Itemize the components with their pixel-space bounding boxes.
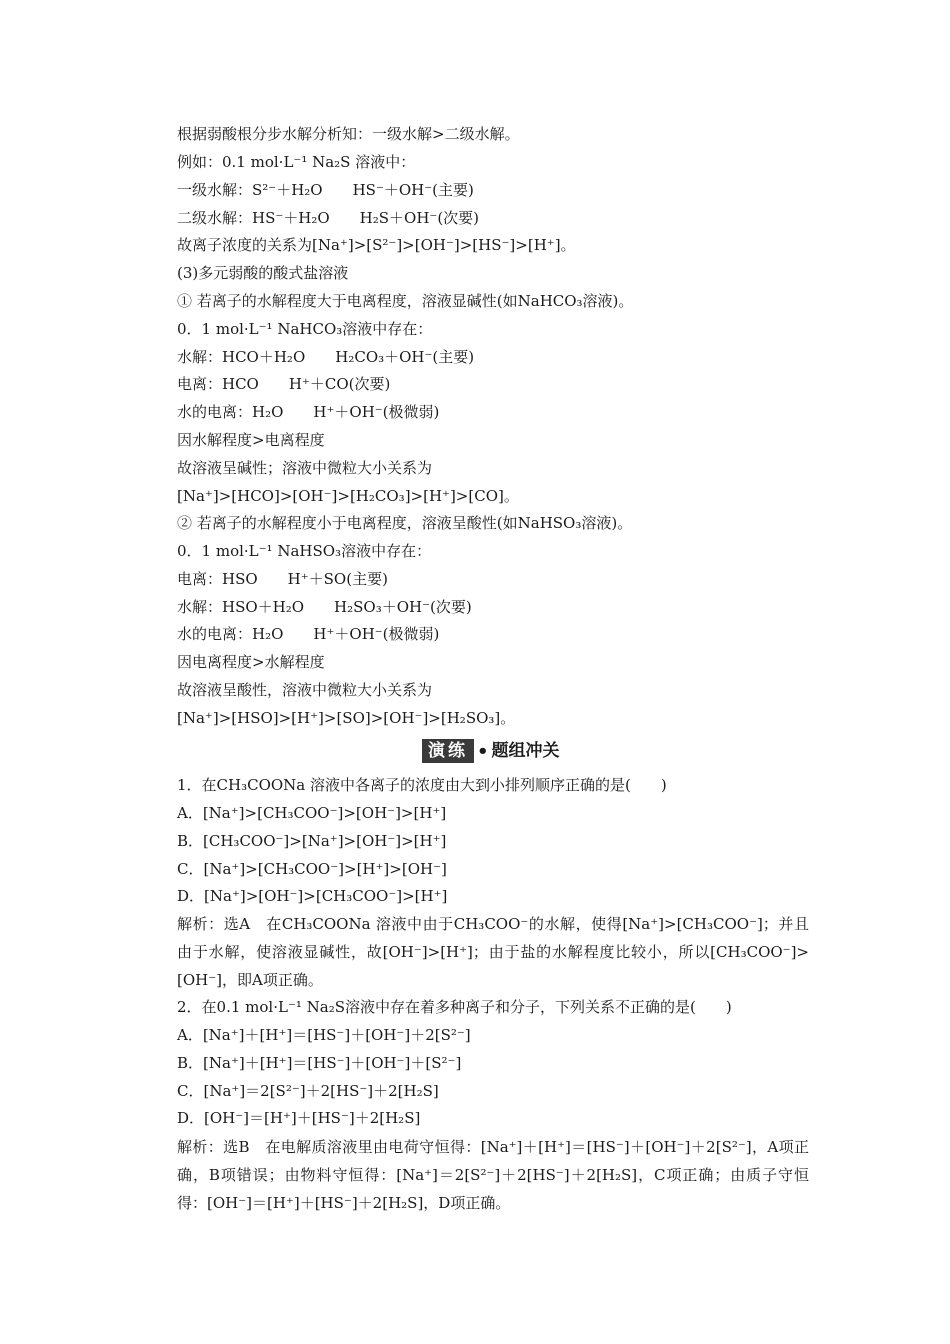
text-line: 水解：HCO＋H₂O H₂CO₃＋OH⁻(主要) (177, 348, 475, 366)
question-1-option-b: B．[CH₃COO⁻]>[Na⁺]>[OH⁻]>[H⁺] (177, 832, 447, 850)
question-1-option-a: A．[Na⁺]>[CH₃COO⁻]>[OH⁻]>[H⁺] (177, 804, 447, 822)
question-1-option-c: C．[Na⁺]>[CH₃COO⁻]>[H⁺]>[OH⁻] (177, 860, 447, 878)
text-line: 水的电离：H₂O H⁺＋OH⁻(极微弱) (177, 403, 440, 421)
text-line: 故离子浓度的关系为[Na⁺]>[S²⁻]>[OH⁻]>[HS⁻]>[H⁺]。 (177, 236, 576, 254)
text-line: 二级水解：HS⁻＋H₂O H₂S＋OH⁻(次要) (177, 209, 480, 227)
text-line: 水的电离：H₂O H⁺＋OH⁻(极微弱) (177, 625, 440, 643)
question-2-analysis: 解析：选B 在电解质溶液里由电荷守恒得：[Na⁺]＋[H⁺]＝[HS⁻]＋[OH⁻]＋2[S²⁻]，A项正确，B项错误；由物料守恒得：[Na⁺]＝2[S²⁻]＋2[HS⁻]＋2[H₂S]，C项正确；由质子守恒得：[OH⁻]＝[H⁺]＋[HS⁻]＋2[H₂S]，D项正确。 (177, 1138, 809, 1212)
text-line: 故溶液呈酸性，溶液中微粒大小关系为 (177, 681, 433, 699)
text-line: ② 若离子的水解程度小于电离程度，溶液呈酸性(如NaHSO₃溶液)。 (177, 514, 633, 532)
text-line: 因电离程度>水解程度 (177, 653, 325, 671)
section-dot: • (477, 740, 489, 762)
text-line: 因水解程度>电离程度 (177, 431, 325, 449)
text-line: [Na⁺]>[HSO]>[H⁺]>[SO]>[OH⁻]>[H₂SO₃]。 (177, 709, 516, 727)
text-line: 水解：HSO＋H₂O H₂SO₃＋OH⁻(次要) (177, 598, 472, 616)
question-1-analysis: 解析：选A 在CH₃COONa 溶液中由于CH₃COO⁻的水解，使得[Na⁺]>[CH₃COO⁻]；并且由于水解，使溶液显碱性，故[OH⁻]>[H⁺]；由于盐的水解程度比较小，所以[CH₃COO⁻]>[OH⁻]，即A项正确。 (177, 915, 809, 989)
question-2-option-a: A．[Na⁺]＋[H⁺]＝[HS⁻]＋[OH⁻]＋2[S²⁻] (177, 1026, 471, 1044)
question-1-stem: 1．在CH₃COONa 溶液中各离子的浓度由大到小排列顺序正确的是( ) (177, 776, 667, 794)
subsection-heading: (3)多元弱酸的酸式盐溶液 (177, 264, 349, 282)
text-line: 0．1 mol·L⁻¹ NaHSO₃溶液中存在： (177, 542, 432, 560)
question-2-option-b: B．[Na⁺]＋[H⁺]＝[HS⁻]＋[OH⁻]＋[S²⁻] (177, 1054, 462, 1072)
text-line: 0．1 mol·L⁻¹ NaHCO₃溶液中存在： (177, 320, 433, 338)
section-badge: 演练 (422, 739, 474, 763)
question-2-option-c: C．[Na⁺]＝2[S²⁻]＋2[HS⁻]＋2[H₂S] (177, 1082, 439, 1100)
question-1-option-d: D．[Na⁺]>[OH⁻]>[CH₃COO⁻]>[H⁺] (177, 887, 448, 905)
text-line: 电离：HSO H⁺＋SO(主要) (177, 570, 388, 588)
text-line: 根据弱酸根分步水解分析知：一级水解>二级水解。 (177, 125, 520, 143)
text-line: 电离：HCO H⁺＋CO(次要) (177, 375, 391, 393)
text-line: 例如：0.1 mol·L⁻¹ Na₂S 溶液中： (177, 153, 416, 171)
text-line: ① 若离子的水解程度大于电离程度，溶液显碱性(如NaHCO₃溶液)。 (177, 292, 634, 310)
section-header (422, 738, 560, 764)
question-2-stem: 2．在0.1 mol·L⁻¹ Na₂S溶液中存在着多种离子和分子，下列关系不正确的是( ) (177, 998, 732, 1016)
section-title: 题组冲关 (491, 741, 560, 761)
question-2-option-d: D．[OH⁻]＝[H⁺]＋[HS⁻]＋2[H₂S] (177, 1109, 421, 1127)
text-line: [Na⁺]>[HCO]>[OH⁻]>[H₂CO₃]>[H⁺]>[CO]。 (177, 487, 519, 505)
text-line: 一级水解：S²⁻＋H₂O HS⁻＋OH⁻(主要) (177, 181, 474, 199)
text-line: 故溶液呈碱性；溶液中微粒大小关系为 (177, 459, 433, 477)
